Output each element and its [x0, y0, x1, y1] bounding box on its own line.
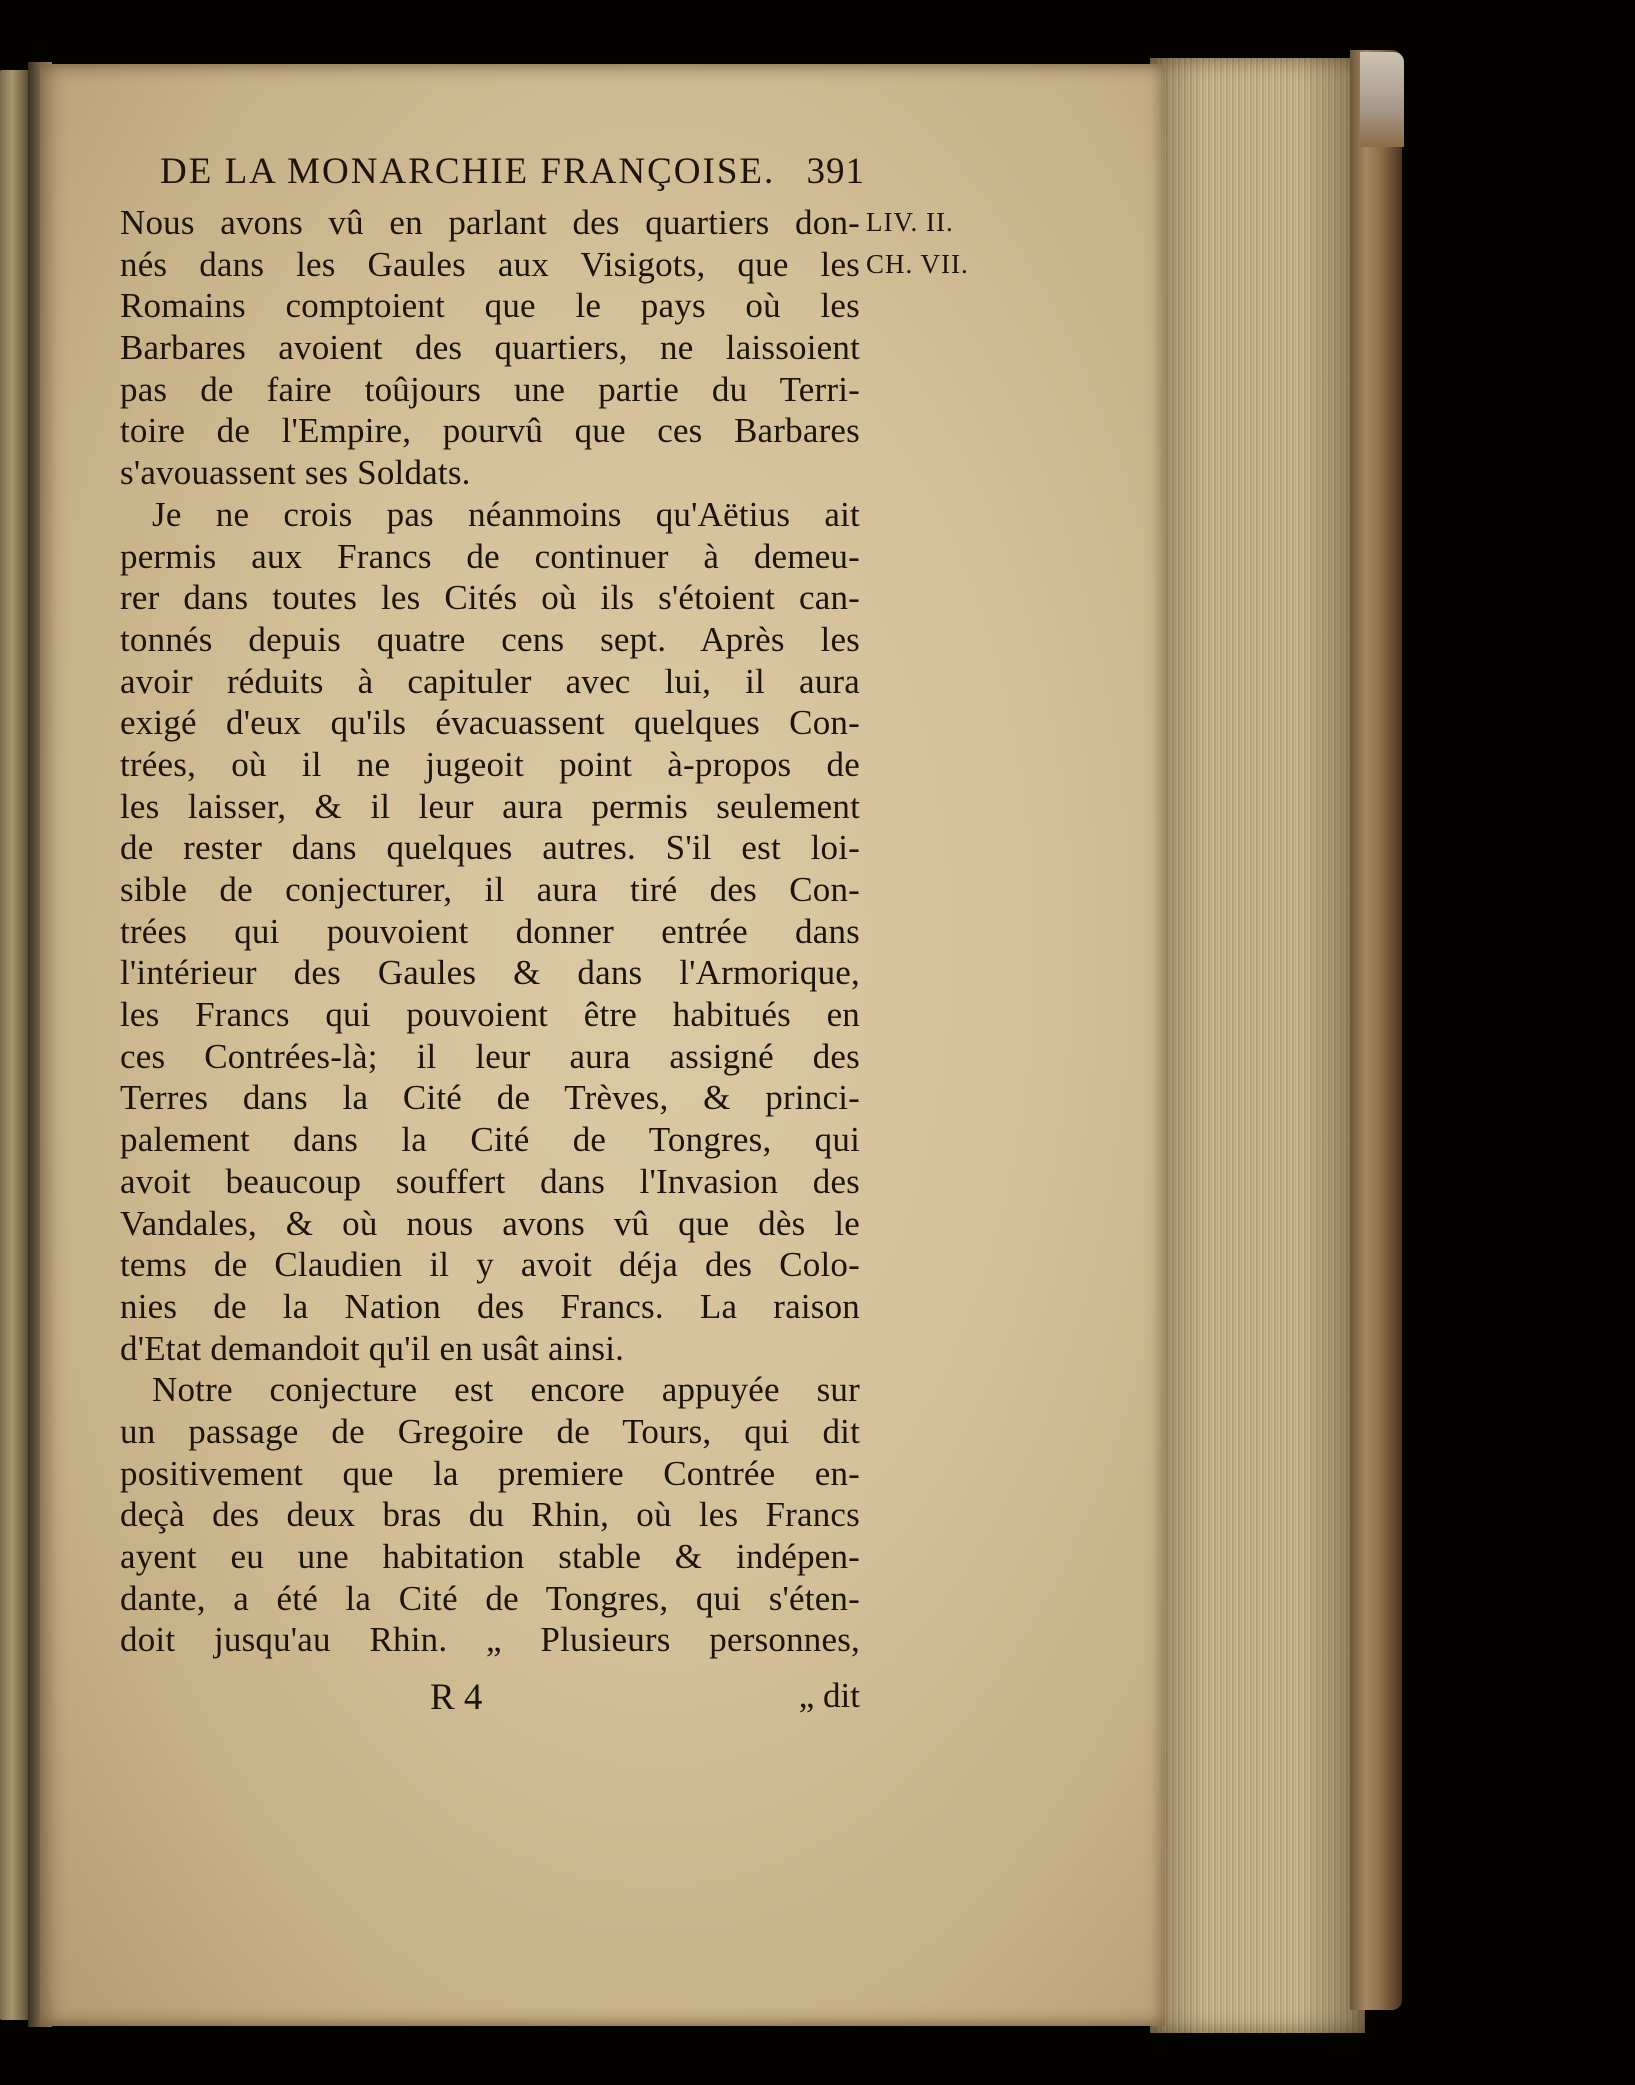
binding-corner: [1360, 52, 1404, 147]
running-title: DE LA MONARCHIE FRANÇOISE.: [160, 151, 776, 192]
text-line: Barbares avoient des quartiers, ne laissoient: [120, 328, 860, 368]
text-line: Vandales, & où nous avons vû que dès le: [120, 1203, 860, 1243]
catchword: „ dit: [798, 1676, 860, 1715]
text-line: nies de la Nation des Francs. La raison: [120, 1286, 860, 1326]
text-line: Nous avons vû en parlant des quartiers don-: [120, 203, 860, 242]
text-line: trées qui pouvoient donner entrée dans: [120, 911, 860, 951]
text-line: nés dans les Gaules aux Visigots, que les: [120, 244, 860, 284]
text-line: un passage de Gregoire de Tours, qui dit: [120, 1411, 860, 1451]
text-line: Romains comptoient que le pays où les: [120, 286, 860, 326]
running-header: [160, 150, 865, 194]
text-line: toire de l'Empire, pourvû que ces Barbares: [120, 411, 860, 451]
text-line: avoit beaucoup souffert dans l'Invasion des: [120, 1161, 860, 1201]
text-line: palement dans la Cité de Tongres, qui: [120, 1120, 860, 1160]
page-body-text: [120, 202, 860, 1661]
text-line: de rester dans quelques autres. S'il est loi-: [120, 828, 860, 868]
text-line: les laisser, & il leur aura permis seulement: [120, 786, 860, 826]
signature-mark: R 4: [430, 1677, 483, 1718]
text-line: tems de Claudien il y avoit déja des Colo-: [120, 1245, 860, 1285]
text-line: pas de faire toûjours une partie du Terri-: [120, 369, 860, 409]
text-line: tonnés depuis quatre cens sept. Après les: [120, 619, 860, 659]
margin-note-chapter: CH. VII.: [866, 248, 969, 279]
text-line: rer dans toutes les Cités où ils s'étoient can-: [120, 578, 860, 618]
text-line: l'intérieur des Gaules & dans l'Armorique,: [120, 953, 860, 993]
text-line: les Francs qui pouvoient être habitués en: [120, 995, 860, 1035]
text-line: Terres dans la Cité de Trèves, & princi-: [120, 1078, 860, 1118]
margin-note-book: LIV. II.: [866, 207, 954, 237]
text-line: s'avouassent ses Soldats.: [120, 453, 471, 493]
text-line: d'Etat demandoit qu'il en usât ainsi.: [120, 1328, 625, 1368]
text-line: permis aux Francs de continuer à demeu-: [120, 536, 860, 576]
text-line: avoir réduits à capituler avec lui, il aura: [120, 661, 860, 701]
text-line: exigé d'eux qu'ils évacuassent quelques Con-: [120, 703, 860, 743]
book-binding: [1350, 50, 1402, 2010]
text-line: deçà des deux bras du Rhin, où les Francs: [120, 1495, 860, 1535]
text-line: Je ne crois pas néanmoins qu'Aëtius ait: [152, 494, 860, 534]
text-line: doit jusqu'au Rhin. „ Plusieurs personnes,: [120, 1620, 860, 1660]
text-line: trées, où il ne jugeoit point à-propos de: [120, 744, 860, 784]
text-line: Notre conjecture est encore appuyée sur: [152, 1370, 860, 1410]
text-line: ayent eu une habitation stable & indépen-: [120, 1537, 860, 1576]
text-line: positivement que la premiere Contrée en-: [120, 1453, 860, 1493]
page-edges-shade: [1150, 58, 1365, 2033]
text-line: sible de conjecturer, il aura tiré des Con-: [120, 870, 860, 909]
page-number: 391: [806, 151, 865, 192]
text-line: ces Contrées-là; il leur aura assigné des: [120, 1036, 860, 1076]
text-line: dante, a été la Cité de Tongres, qui s'éten-: [120, 1578, 860, 1618]
